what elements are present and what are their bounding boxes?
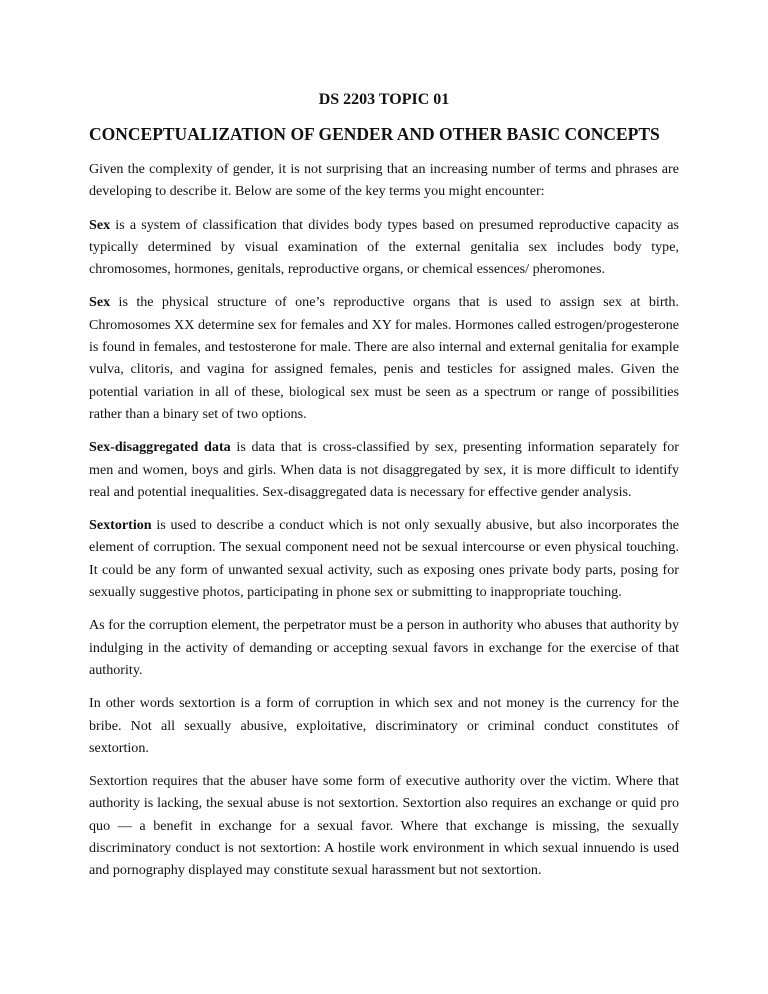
term-sex: Sex <box>89 216 111 233</box>
paragraph-text: As for the corruption element, the perpetrator must be a person in authority who abuses that authority by indulging in the activity of demanding or accepting sexual favors in exchange for the exercise of that authority. <box>89 617 679 678</box>
paragraph-other-words <box>89 692 679 759</box>
document-body <box>89 158 679 893</box>
document-title: DS 2203 TOPIC 01 <box>318 91 450 108</box>
paragraph-text: is a system of classification that divides body types based on presumed reproductive capacity as typically determined by visual examination of the external genitalia sex includes body type, chromosomes, hormones, genitals, reproductive organs, or chemical essences/ pheromones. <box>89 216 679 278</box>
paragraph-text: is data that is cross-classified by sex, presenting information separately for men and women, boys and girls. When data is not disaggregated by sex, it is more difficult to identify real and potential inequalities. Sex-disaggregated data is necessary for effective gender analysis. <box>89 439 679 500</box>
paragraph-text: Given the complexity of gender, it is not surprising that an increasing number of terms and phrases are developing to describe it. Below are some of the key terms you might encounter: <box>89 161 679 200</box>
paragraph-text: is used to describe a conduct which is not only sexually abusive, but also incorporates the element of corruption. The sexual component need not be sexual intercourse or even physical touching. It could be any form of unwanted sexual activity, such as exposing ones private body parts, posing for sexually suggestive photos, participating in phone sex or submitting to inappropriate touching. <box>89 517 679 601</box>
section-heading: CONCEPTUALIZATION OF GENDER AND OTHER BASIC CONCEPTS <box>89 124 660 144</box>
paragraph-sex-classification <box>89 214 679 281</box>
paragraph-text: is the physical structure of one’s reproductive organs that is used to assign sex at birth. Chromosomes XX determine sex for females and XY for males. Hormones called estrogen/progesterone is found in females, and testosterone for male. There are also internal and external genitalia for example vulva, clitoris, and vagina for assigned females, penis and testicles for assigned males. Given the potential variation in all of these, biological sex must be seen as a spectrum or range of possibilities rather than a binary set of two options. <box>89 294 679 422</box>
paragraph-sextortion <box>89 514 679 603</box>
paragraph-sex-physical <box>89 291 679 425</box>
paragraph-requirements <box>89 770 679 881</box>
paragraph-intro <box>89 158 679 203</box>
paragraph-corruption-element <box>89 614 679 681</box>
paragraph-sex-disaggregated-data <box>89 436 679 503</box>
paragraph-text: Sextortion requires that the abuser have some form of executive authority over the victim. Where that authority is lacking, the sexual abuse is not sextortion. Sextortion also requires an exchange or quid pro quo — a benefit in exchange for a sexual favor. Where that exchange is missing, the sexually discriminatory conduct is not sextortion: A hostile work environment in which sexual innuendo is used and pornography displayed may constitute sexual harassment but not sextortion. <box>89 773 679 879</box>
paragraph-text: In other words sextortion is a form of corruption in which sex and not money is the currency for the bribe. Not all sexually abusive, exploitative, discriminatory or criminal conduct constitutes of sextortion. <box>89 695 679 756</box>
term-sex-disaggregated-data: Sex-disaggregated data <box>89 439 231 456</box>
term-sextortion: Sextortion <box>89 517 152 534</box>
term-sex: Sex <box>89 294 111 311</box>
